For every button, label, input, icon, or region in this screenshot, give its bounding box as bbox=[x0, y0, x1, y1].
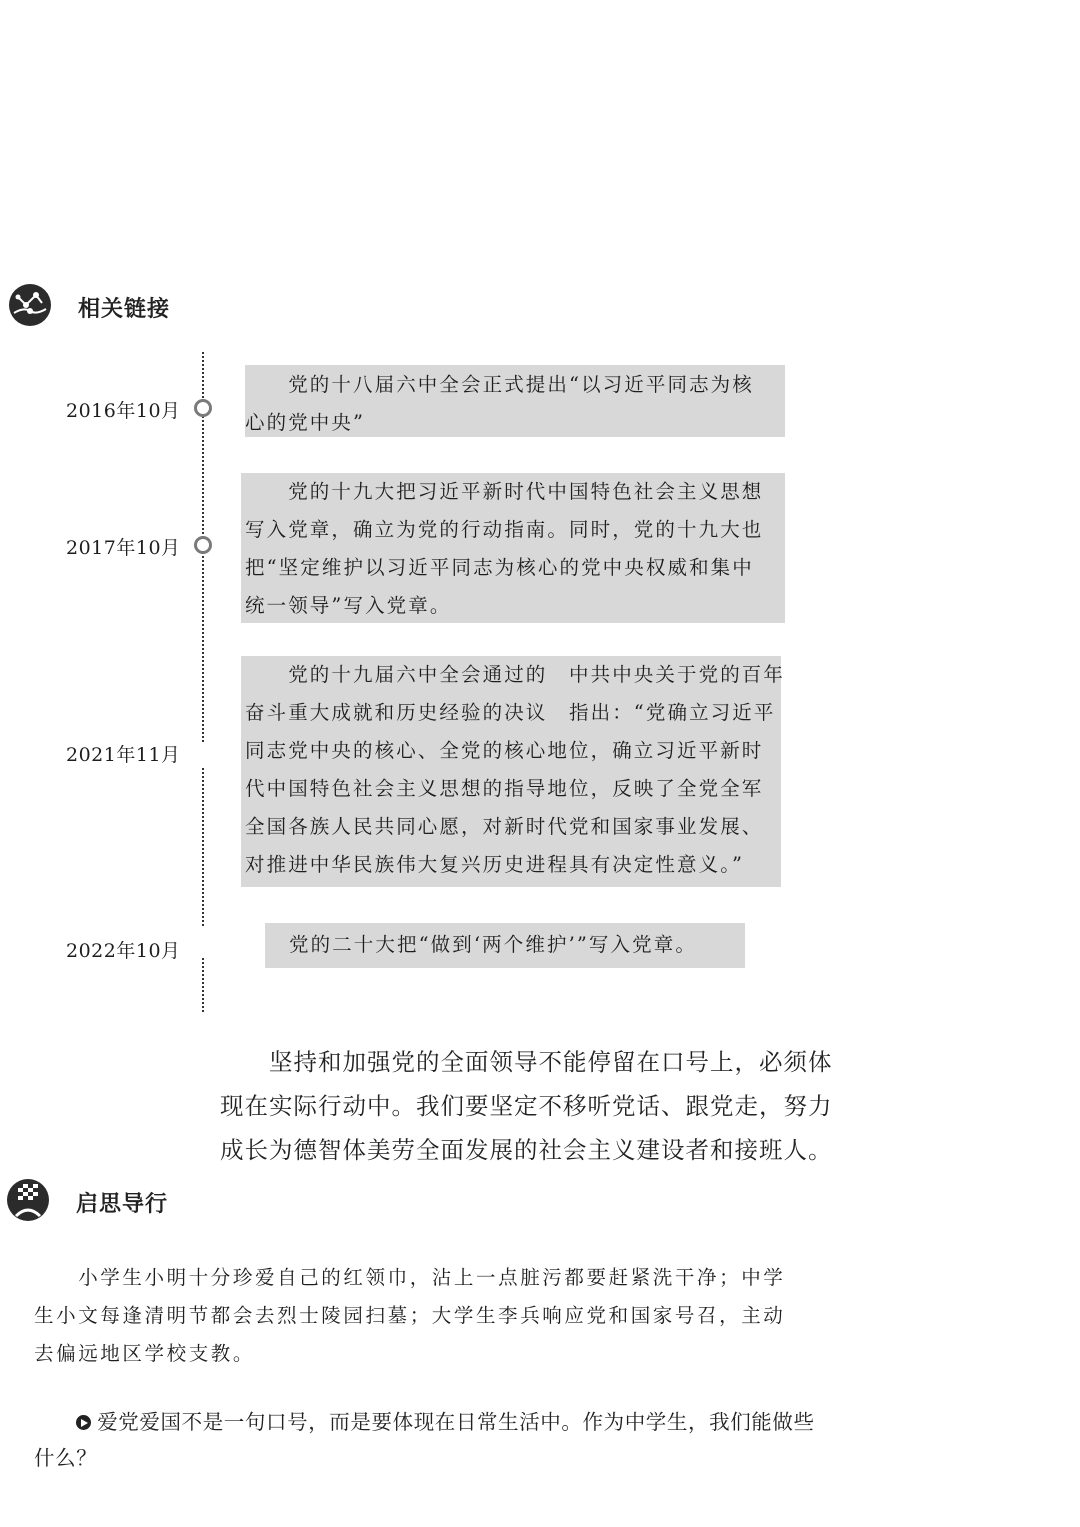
timeline-date: 2022年10月 bbox=[66, 940, 181, 962]
timeline-date: 2016年10月 bbox=[66, 400, 181, 422]
timeline-entry: 党的二十大把“做到‘两个维护’”写入党章。 bbox=[265, 923, 745, 968]
timeline-date: 2017年10月 bbox=[66, 537, 181, 559]
timeline-date: 2021年11月 bbox=[66, 744, 181, 766]
section-title-guide: 启思导行 bbox=[76, 1192, 169, 1217]
timeline-dot bbox=[194, 399, 212, 417]
timeline-line bbox=[202, 768, 204, 926]
play-circle-icon bbox=[76, 1415, 91, 1430]
section-title-links: 相关链接 bbox=[78, 297, 171, 322]
discussion-question: 爱党爱国不是一句口号，而是要体现在日常生活中。作为中学生，我们能做些 什么？ bbox=[34, 1410, 815, 1470]
timeline-dot bbox=[194, 536, 212, 554]
timeline-entry: 党的十八届六中全会正式提出“以习近平同志为核 心的党中央” bbox=[245, 365, 785, 437]
chess-board-head-icon bbox=[6, 1178, 50, 1222]
timeline-entry: 党的十九大把习近平新时代中国特色社会主义思想 写入党章，确立为党的行动指南。同时，党的十九大也 把“坚定维护以习近平同志为核心的党中央权威和集中 统一领导”写入党章。 bbox=[241, 473, 785, 623]
globe-network-icon bbox=[8, 283, 52, 327]
story-paragraph: 小学生小明十分珍爱自己的红领巾，沾上一点脏污都要赶紧洗干净；中学 生小文每逢清明节都会去烈士陵园扫墓；大学生李兵响应党和国家号召，主动 去偏远地区学校支教。 bbox=[34, 1266, 786, 1365]
main-paragraph: 坚持和加强党的全面领导不能停留在口号上，必须体 现在实际行动中。我们要坚定不移听党话、跟党走，努力 成长为德智体美劳全面发展的社会主义建设者和接班人。 bbox=[220, 1048, 833, 1164]
timeline-entry: 党的十九届六中全会通过的 中共中央关于党的百年 奋斗重大成就和历史经验的决议 指出：“党确立习近平 同志党中央的核心、全党的核心地位，确立习近平新时 代中国特色社会主义思想的指导地位，反映了全党全军 全国各族人民共同心愿，对新时代党和国家事业发展、 对推进中华民族伟大复兴历史进程具有决定性意义。” bbox=[241, 656, 781, 887]
timeline-line bbox=[202, 958, 204, 1012]
